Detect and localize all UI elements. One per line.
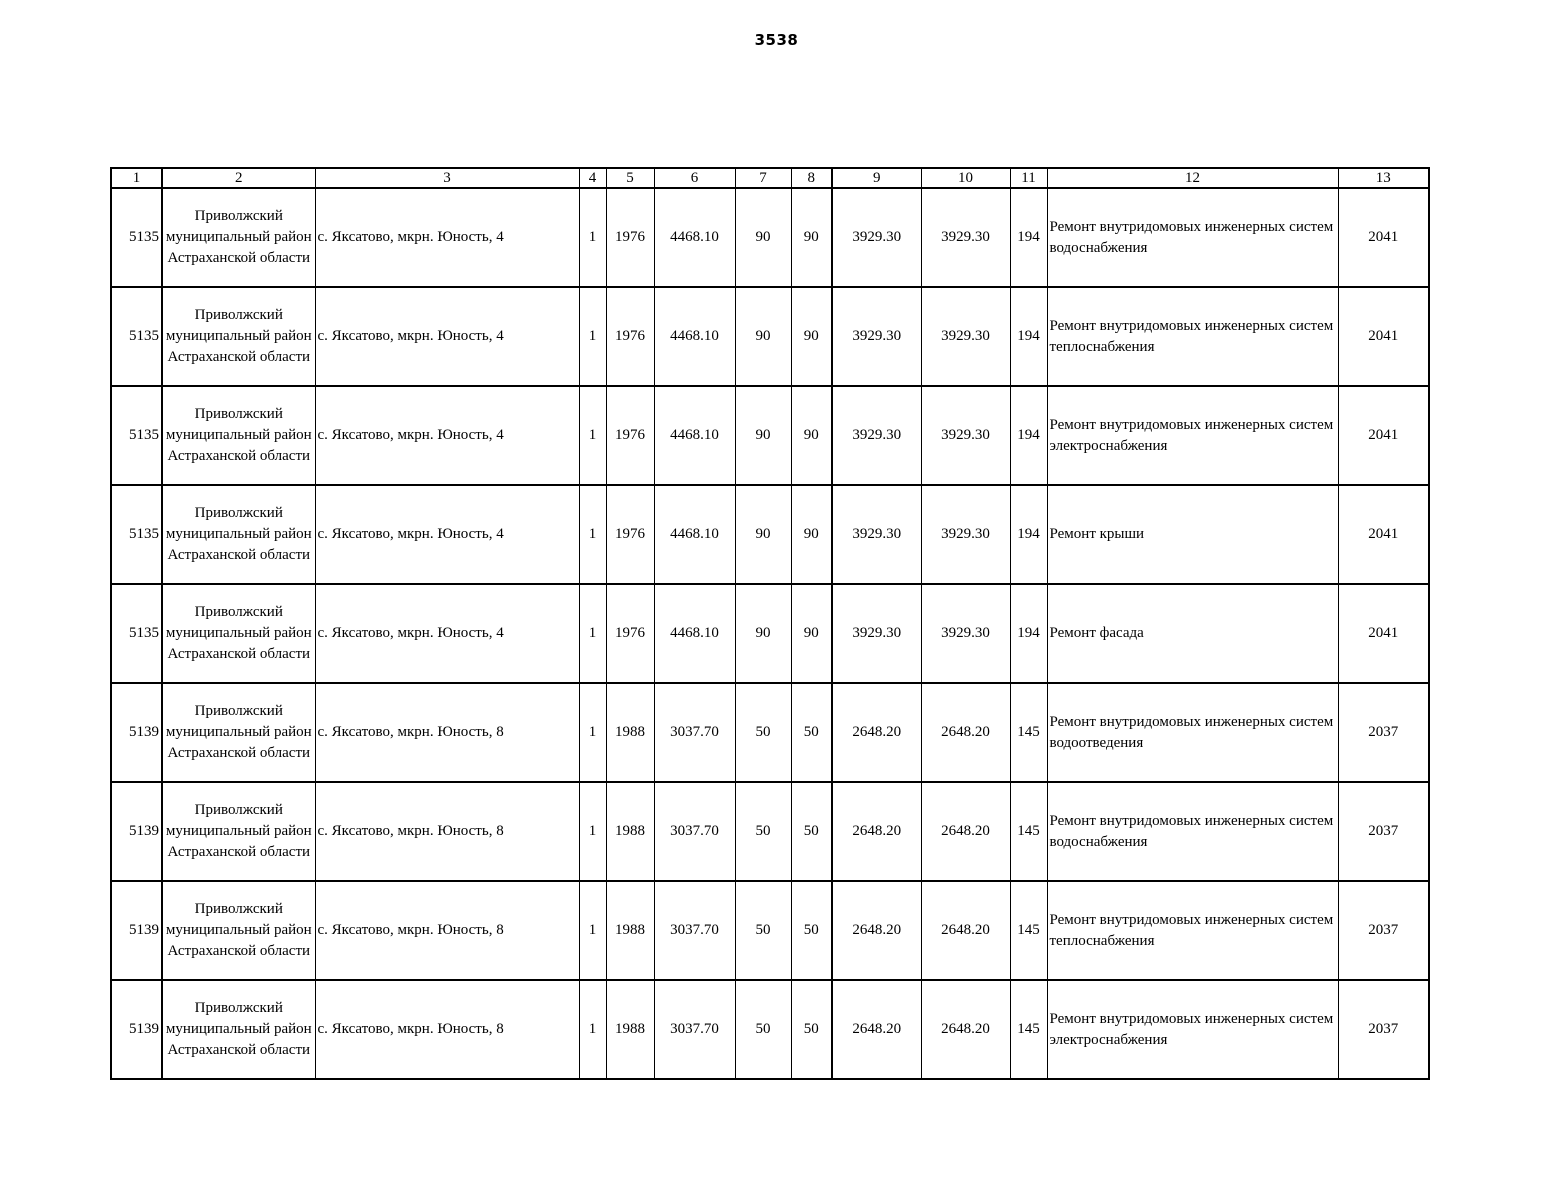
table-row — [111, 584, 1429, 683]
cell-plan-year: 2037 — [1338, 683, 1429, 782]
cell-area: 4468.10 — [654, 287, 735, 386]
cell-col10: 3929.30 — [921, 386, 1010, 485]
cell-col9: 3929.30 — [832, 584, 921, 683]
table-row — [111, 683, 1429, 782]
cell-year: 1988 — [606, 782, 654, 881]
cell-area: 3037.70 — [654, 881, 735, 980]
cell-address: с. Яксатово, мкрн. Юность, 8 — [315, 782, 579, 881]
cell-col4: 1 — [579, 980, 606, 1079]
cell-plan-year: 2041 — [1338, 485, 1429, 584]
cell-address: с. Яксатово, мкрн. Юность, 8 — [315, 980, 579, 1079]
cell-work-type: Ремонт внутридомовых инженерных систем теплоснабжения — [1047, 287, 1338, 386]
cell-address: с. Яксатово, мкрн. Юность, 4 — [315, 485, 579, 584]
cell-col9: 2648.20 — [832, 980, 921, 1079]
table-row — [111, 485, 1429, 584]
cell-municipality: Приволжский муниципальный район Астраханской области — [162, 782, 315, 881]
cell-year: 1988 — [606, 683, 654, 782]
cell-work-type: Ремонт внутридомовых инженерных систем водоснабжения — [1047, 188, 1338, 287]
cell-work-type: Ремонт крыши — [1047, 485, 1338, 584]
cell-municipality: Приволжский муниципальный район Астраханской области — [162, 386, 315, 485]
cell-area: 3037.70 — [654, 683, 735, 782]
cell-work-type: Ремонт внутридомовых инженерных систем электроснабжения — [1047, 980, 1338, 1079]
cell-col8: 90 — [791, 386, 832, 485]
table-row — [111, 782, 1429, 881]
cell-col7: 50 — [735, 782, 791, 881]
cell-area: 4468.10 — [654, 485, 735, 584]
cell-col4: 1 — [579, 881, 606, 980]
cell-col11: 145 — [1010, 683, 1047, 782]
cell-plan-year: 2037 — [1338, 881, 1429, 980]
cell-plan-year: 2041 — [1338, 386, 1429, 485]
table-row — [111, 188, 1429, 287]
cell-plan-year: 2037 — [1338, 980, 1429, 1079]
cell-id: 5139 — [111, 683, 162, 782]
cell-work-type: Ремонт фасада — [1047, 584, 1338, 683]
cell-id: 5135 — [111, 584, 162, 683]
cell-id: 5135 — [111, 188, 162, 287]
column-header: 7 — [735, 168, 791, 188]
cell-col8: 90 — [791, 287, 832, 386]
cell-municipality: Приволжский муниципальный район Астраханской области — [162, 584, 315, 683]
cell-col11: 194 — [1010, 485, 1047, 584]
cell-address: с. Яксатово, мкрн. Юность, 8 — [315, 881, 579, 980]
cell-col10: 3929.30 — [921, 485, 1010, 584]
cell-work-type: Ремонт внутридомовых инженерных систем теплоснабжения — [1047, 881, 1338, 980]
cell-col11: 194 — [1010, 584, 1047, 683]
cell-plan-year: 2041 — [1338, 188, 1429, 287]
cell-col11: 194 — [1010, 386, 1047, 485]
column-header: 13 — [1338, 168, 1429, 188]
cell-address: с. Яксатово, мкрн. Юность, 8 — [315, 683, 579, 782]
cell-col9: 3929.30 — [832, 485, 921, 584]
cell-col8: 90 — [791, 188, 832, 287]
cell-col9: 3929.30 — [832, 287, 921, 386]
page-number: 3538 — [754, 31, 799, 49]
cell-col10: 2648.20 — [921, 683, 1010, 782]
cell-col8: 50 — [791, 881, 832, 980]
cell-year: 1988 — [606, 881, 654, 980]
cell-col4: 1 — [579, 584, 606, 683]
cell-col10: 3929.30 — [921, 584, 1010, 683]
column-header: 5 — [606, 168, 654, 188]
cell-municipality: Приволжский муниципальный район Астраханской области — [162, 188, 315, 287]
cell-col7: 90 — [735, 188, 791, 287]
cell-col9: 2648.20 — [832, 782, 921, 881]
cell-work-type: Ремонт внутридомовых инженерных систем водоснабжения — [1047, 782, 1338, 881]
cell-municipality: Приволжский муниципальный район Астраханской области — [162, 485, 315, 584]
column-header: 8 — [791, 168, 832, 188]
cell-col10: 2648.20 — [921, 782, 1010, 881]
cell-id: 5135 — [111, 386, 162, 485]
cell-col7: 90 — [735, 287, 791, 386]
cell-col10: 3929.30 — [921, 188, 1010, 287]
cell-col7: 90 — [735, 386, 791, 485]
cell-col10: 3929.30 — [921, 287, 1010, 386]
cell-col11: 194 — [1010, 188, 1047, 287]
cell-year: 1976 — [606, 287, 654, 386]
cell-id: 5139 — [111, 881, 162, 980]
column-header: 6 — [654, 168, 735, 188]
cell-plan-year: 2037 — [1338, 782, 1429, 881]
cell-col8: 90 — [791, 584, 832, 683]
cell-id: 5135 — [111, 485, 162, 584]
cell-area: 3037.70 — [654, 980, 735, 1079]
column-header: 3 — [315, 168, 579, 188]
register-table — [110, 167, 1430, 1080]
cell-col11: 194 — [1010, 287, 1047, 386]
cell-municipality: Приволжский муниципальный район Астраханской области — [162, 980, 315, 1079]
cell-col8: 50 — [791, 980, 832, 1079]
cell-col4: 1 — [579, 386, 606, 485]
cell-col11: 145 — [1010, 980, 1047, 1079]
cell-year: 1976 — [606, 485, 654, 584]
cell-col11: 145 — [1010, 881, 1047, 980]
cell-plan-year: 2041 — [1338, 287, 1429, 386]
cell-id: 5139 — [111, 782, 162, 881]
cell-area: 4468.10 — [654, 386, 735, 485]
cell-col7: 90 — [735, 485, 791, 584]
table-row — [111, 287, 1429, 386]
cell-col4: 1 — [579, 683, 606, 782]
header-row — [111, 168, 1429, 188]
cell-id: 5135 — [111, 287, 162, 386]
column-header: 11 — [1010, 168, 1047, 188]
cell-col11: 145 — [1010, 782, 1047, 881]
cell-address: с. Яксатово, мкрн. Юность, 4 — [315, 584, 579, 683]
column-header: 2 — [162, 168, 315, 188]
cell-year: 1988 — [606, 980, 654, 1079]
cell-address: с. Яксатово, мкрн. Юность, 4 — [315, 386, 579, 485]
cell-id: 5139 — [111, 980, 162, 1079]
cell-municipality: Приволжский муниципальный район Астраханской области — [162, 881, 315, 980]
cell-year: 1976 — [606, 584, 654, 683]
cell-col4: 1 — [579, 782, 606, 881]
cell-col9: 2648.20 — [832, 881, 921, 980]
cell-col7: 90 — [735, 584, 791, 683]
cell-col7: 50 — [735, 980, 791, 1079]
cell-col4: 1 — [579, 188, 606, 287]
column-header: 1 — [111, 168, 162, 188]
cell-area: 4468.10 — [654, 584, 735, 683]
cell-col7: 50 — [735, 881, 791, 980]
column-header: 4 — [579, 168, 606, 188]
cell-work-type: Ремонт внутридомовых инженерных систем водоотведения — [1047, 683, 1338, 782]
cell-col10: 2648.20 — [921, 980, 1010, 1079]
table-row — [111, 881, 1429, 980]
cell-address: с. Яксатово, мкрн. Юность, 4 — [315, 188, 579, 287]
cell-col10: 2648.20 — [921, 881, 1010, 980]
table-row — [111, 980, 1429, 1079]
cell-area: 3037.70 — [654, 782, 735, 881]
cell-address: с. Яксатово, мкрн. Юность, 4 — [315, 287, 579, 386]
cell-col9: 3929.30 — [832, 188, 921, 287]
cell-col8: 50 — [791, 782, 832, 881]
cell-year: 1976 — [606, 386, 654, 485]
cell-col8: 90 — [791, 485, 832, 584]
cell-municipality: Приволжский муниципальный район Астраханской области — [162, 683, 315, 782]
cell-col8: 50 — [791, 683, 832, 782]
cell-col4: 1 — [579, 287, 606, 386]
cell-year: 1976 — [606, 188, 654, 287]
column-header: 10 — [921, 168, 1010, 188]
cell-municipality: Приволжский муниципальный район Астраханской области — [162, 287, 315, 386]
cell-work-type: Ремонт внутридомовых инженерных систем электроснабжения — [1047, 386, 1338, 485]
column-header: 9 — [832, 168, 921, 188]
cell-col9: 3929.30 — [832, 386, 921, 485]
cell-col4: 1 — [579, 485, 606, 584]
table-row — [111, 386, 1429, 485]
cell-plan-year: 2041 — [1338, 584, 1429, 683]
cell-area: 4468.10 — [654, 188, 735, 287]
column-header: 12 — [1047, 168, 1338, 188]
cell-col7: 50 — [735, 683, 791, 782]
cell-col9: 2648.20 — [832, 683, 921, 782]
